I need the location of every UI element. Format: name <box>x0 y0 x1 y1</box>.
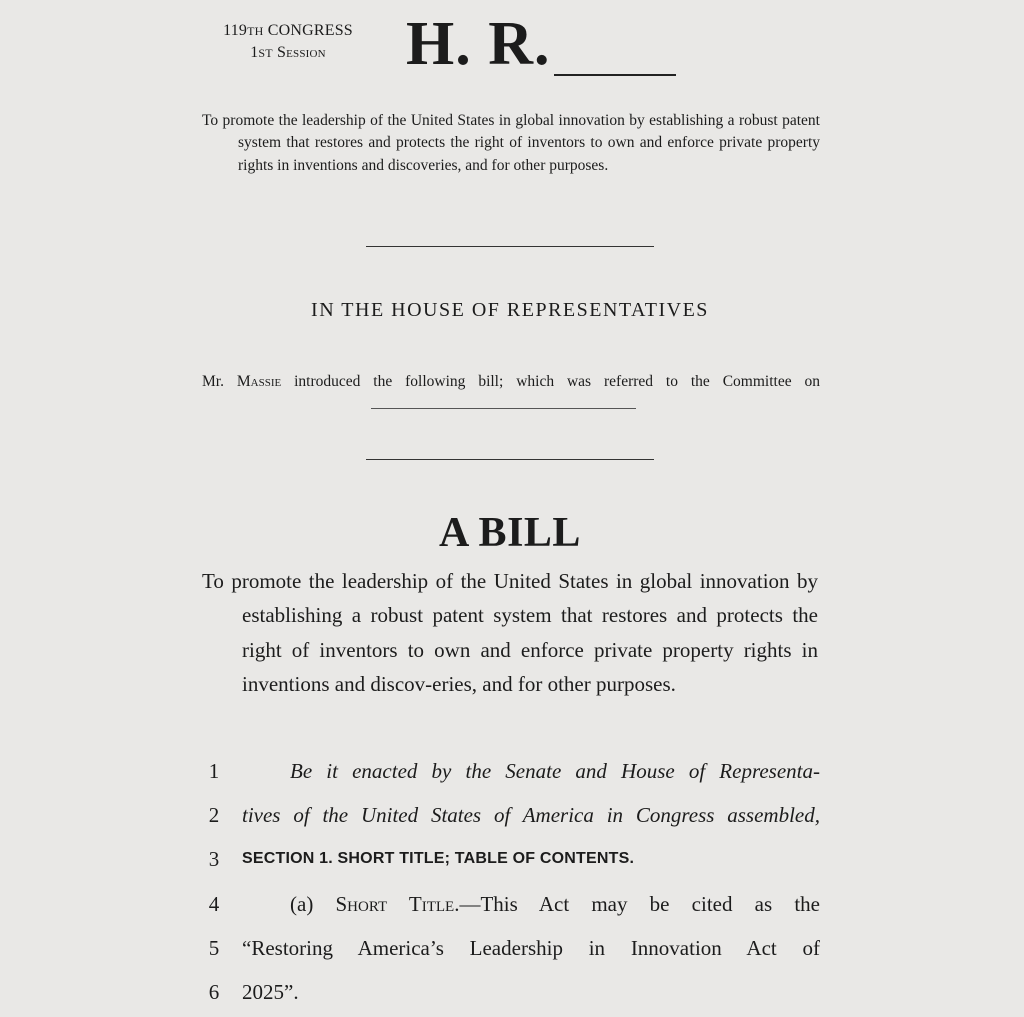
bill-line-4 <box>200 887 820 921</box>
long-purpose-text: To promote the leadership of the United States in global innovation by establishing a robust patent system that restores and protects the right of inventors to own and enforce private property rights in inventions and discov-eries, and for other purposes. <box>202 569 818 696</box>
line-number: 5 <box>208 936 220 960</box>
divider-top <box>366 246 654 247</box>
enacting-clause-text: tives of the United States of America in Congress assembled, <box>242 803 820 827</box>
line-number: 2 <box>208 803 220 827</box>
bill-number-blank <box>554 74 676 76</box>
session-label: Session <box>277 44 326 61</box>
bill-number-title: H. R. <box>406 10 551 78</box>
act-title-text: 2025”. <box>242 980 299 1004</box>
bill-line-5 <box>200 931 820 965</box>
bill-line-6 <box>200 975 820 1009</box>
enacting-clause-text: Be it enacted by the Senate and House of Representa- <box>290 759 820 783</box>
bill-line-1 <box>200 754 820 788</box>
bill-line-2 <box>200 798 820 832</box>
short-purpose-text: To promote the leadership of the United States in global innovation by establishing a robust patent system that restores and protects the right of inventors to own and enforce private property rights in inventions and discoveries, and for other purposes. <box>202 112 820 174</box>
session-line <box>200 42 376 64</box>
introduction-text: introduced the following bill; which was referred to the Committee on <box>294 373 820 390</box>
subsection-heading: Short Title <box>335 892 455 916</box>
line-number: 1 <box>208 759 220 783</box>
congress-session-block <box>200 20 376 64</box>
committee-blank <box>371 396 636 409</box>
congress-label: CONGRESS <box>267 22 353 39</box>
sponsor-title: Mr. <box>202 373 224 390</box>
subsection-text: .—This Act may be cited as the <box>454 892 821 916</box>
subsection-marker: (a) <box>290 892 314 916</box>
session-number-suffix: ST <box>258 46 273 60</box>
introduction-paragraph <box>202 370 820 416</box>
sponsor-name: Massie <box>236 373 282 390</box>
session-number: 1 <box>250 44 259 61</box>
section-heading: SECTION 1. SHORT TITLE; TABLE OF CONTENTS. <box>242 850 635 867</box>
line-number: 3 <box>208 847 220 871</box>
house-heading: IN THE HOUSE OF REPRESENTATIVES <box>311 299 709 321</box>
bill-heading: A BILL <box>439 510 581 556</box>
short-title-text <box>290 887 820 921</box>
congress-number: 119 <box>223 22 248 39</box>
congress-line <box>200 20 376 42</box>
bill-line-3 <box>200 842 820 876</box>
line-number: 4 <box>208 892 220 916</box>
act-title-text: “Restoring America’s Leadership in Innovation Act of <box>242 936 820 960</box>
line-number: 6 <box>208 980 220 1004</box>
divider-bottom <box>366 459 654 460</box>
congress-number-suffix: TH <box>247 24 264 38</box>
